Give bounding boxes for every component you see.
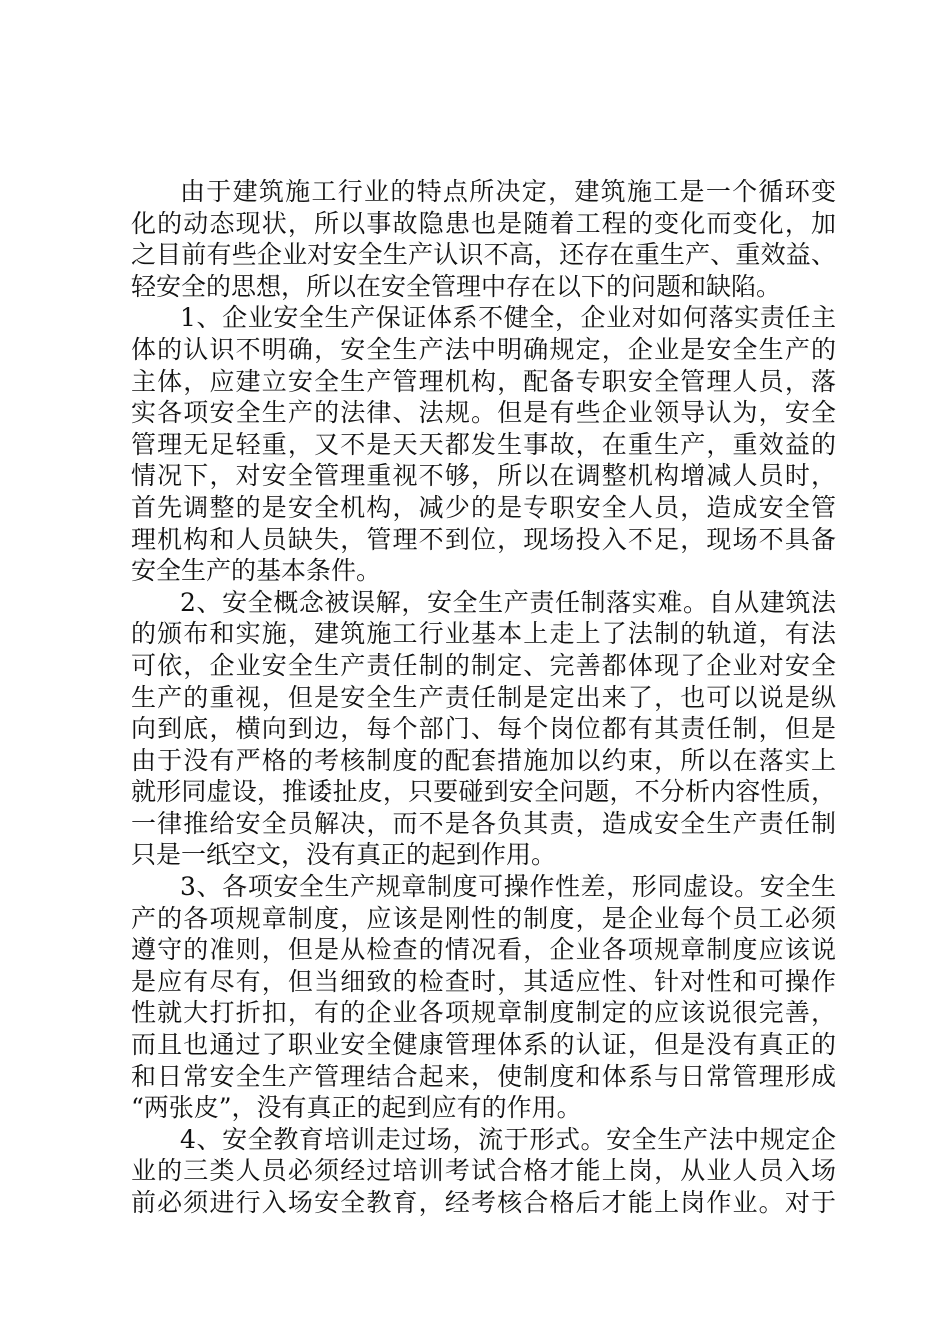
text-line: 3、各项安全生产规章制度可操作性差，形同虚设。安全生 — [180, 872, 836, 902]
paragraph — [131, 871, 836, 1124]
text-line: 性就大打折扣，有的企业各项规章制度制定的应该说很完善， — [131, 998, 836, 1028]
text-line: 实各项安全生产的法律、法规。但是有些企业领导认为，安全 — [131, 398, 836, 428]
text-line: 只是一纸空文，没有真正的起到作用。 — [131, 840, 557, 870]
text-line: 情况下，对安全管理重视不够，所以在调整机构增减人员时， — [131, 461, 836, 491]
text-line: 化的动态现状，所以事故隐患也是随着工程的变化而变化，加 — [131, 208, 836, 238]
text-line: 业的三类人员必须经过培训考试合格才能上岗，从业人员入场 — [131, 1156, 836, 1186]
text-line: 体的认识不明确，安全生产法中明确规定，企业是安全生产的 — [131, 334, 836, 364]
document-body — [131, 176, 836, 1219]
text-line: 2、安全概念被误解，安全生产责任制落实难。自从建筑法 — [180, 587, 836, 617]
text-line: 由于建筑施工行业的特点所决定，建筑施工是一个循环变 — [180, 177, 836, 206]
text-line: 向到底，横向到边，每个部门、每个岗位都有其责任制，但是 — [131, 714, 836, 744]
text-line: 首先调整的是安全机构，减少的是专职安全人员，造成安全管 — [131, 492, 836, 522]
text-line: 产的各项规章制度，应该是刚性的制度，是企业每个员工必须 — [131, 903, 836, 933]
text-line: 主体，应建立安全生产管理机构，配备专职安全管理人员，落 — [131, 366, 836, 396]
text-line: 前必须进行入场安全教育，经考核合格后才能上岗作业。对于 — [131, 1188, 836, 1217]
text-line: 而且也通过了职业安全健康管理体系的认证，但是没有真正的 — [131, 1030, 836, 1060]
text-line: 管理无足轻重，又不是天天都发生事故，在重生产，重效益的 — [131, 429, 836, 459]
text-line: 可依，企业安全生产责任制的制定、完善都体现了企业对安全 — [131, 650, 836, 680]
text-line: 理机构和人员缺失，管理不到位，现场投入不足，现场不具备 — [131, 524, 836, 554]
text-line: 4、安全教育培训走过场，流于形式。安全生产法中规定企 — [180, 1124, 836, 1154]
text-line: 生产的重视，但是安全生产责任制是定出来了，也可以说是纵 — [131, 682, 836, 712]
text-line: 遵守的准则，但是从检查的情况看，企业各项规章制度应该说 — [131, 935, 836, 965]
text-line: 轻安全的思想，所以在安全管理中存在以下的问题和缺陷。 — [131, 271, 782, 301]
text-line: “两张皮”，没有真正的起到应有的作用。 — [131, 1093, 582, 1123]
text-line: 的颁布和实施，建筑施工行业基本上走上了法制的轨道，有法 — [131, 619, 836, 649]
text-line: 一律推给安全员解决，而不是各负其责，造成安全生产责任制 — [131, 808, 836, 838]
text-line: 安全生产的基本条件。 — [131, 556, 382, 586]
text-line: 由于没有严格的考核制度的配套措施加以约束，所以在落实上 — [131, 745, 836, 775]
text-line: 和日常安全生产管理结合起来，使制度和体系与日常管理形成 — [131, 1061, 836, 1091]
paragraph — [131, 587, 836, 871]
paragraph — [131, 302, 836, 586]
text-line: 1、企业安全生产保证体系不健全，企业对如何落实责任主 — [180, 303, 836, 333]
text-line: 就形同虚设，推诿扯皮，只要碰到安全问题，不分析内容性质， — [131, 777, 836, 807]
text-line: 是应有尽有，但当细致的检查时，其适应性、针对性和可操作 — [131, 966, 836, 996]
paragraph — [131, 176, 836, 302]
text-line: 之目前有些企业对安全生产认识不高，还存在重生产、重效益、 — [131, 240, 836, 270]
paragraph — [131, 1124, 836, 1219]
